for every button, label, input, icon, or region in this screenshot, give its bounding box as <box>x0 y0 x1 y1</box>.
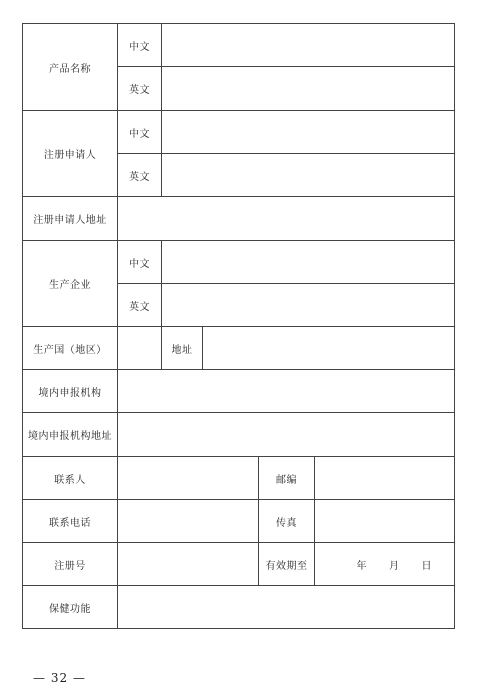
postcode-field[interactable] <box>315 457 455 500</box>
valid-until-label: 有效期至 <box>259 543 315 586</box>
registration-form-table <box>22 23 455 629</box>
contact-field[interactable] <box>118 457 259 500</box>
registrant-en-field[interactable] <box>162 154 455 197</box>
domestic-agent-address-label: 境内申报机构地址 <box>23 413 118 457</box>
country-label: 生产国（地区） <box>23 327 118 370</box>
phone-field[interactable] <box>118 500 259 543</box>
manufacturer-cn-field[interactable] <box>162 241 455 284</box>
reg-no-field[interactable] <box>118 543 259 586</box>
health-function-label: 保健功能 <box>23 586 118 629</box>
valid-until-field[interactable] <box>315 543 455 586</box>
address-field[interactable] <box>203 327 455 370</box>
month-label: 月 <box>389 560 400 572</box>
address-label: 地址 <box>162 327 203 370</box>
page-number: — 32 — <box>33 671 86 685</box>
manufacturer-cn-label: 中文 <box>118 241 162 284</box>
domestic-agent-label: 境内申报机构 <box>23 370 118 413</box>
reg-no-label: 注册号 <box>23 543 118 586</box>
registrant-label: 注册申请人 <box>23 111 118 197</box>
domestic-agent-field[interactable] <box>118 370 455 413</box>
manufacturer-en-label: 英文 <box>118 284 162 327</box>
product-name-en-field[interactable] <box>162 67 455 111</box>
domestic-agent-address-field[interactable] <box>118 413 455 457</box>
registrant-en-label: 英文 <box>118 154 162 197</box>
product-name-en-label: 英文 <box>118 67 162 111</box>
product-name-cn-field[interactable] <box>162 24 455 67</box>
registrant-address-field[interactable] <box>118 197 455 241</box>
contact-label: 联系人 <box>23 457 118 500</box>
health-function-field[interactable] <box>118 586 455 629</box>
fax-field[interactable] <box>315 500 455 543</box>
product-name-label: 产品名称 <box>23 24 118 111</box>
phone-label: 联系电话 <box>23 500 118 543</box>
fax-label: 传真 <box>259 500 315 543</box>
country-field[interactable] <box>118 327 162 370</box>
postcode-label: 邮编 <box>259 457 315 500</box>
day-label: 日 <box>421 560 432 572</box>
registrant-cn-label: 中文 <box>118 111 162 154</box>
registrant-cn-field[interactable] <box>162 111 455 154</box>
product-name-cn-label: 中文 <box>118 24 162 67</box>
manufacturer-en-field[interactable] <box>162 284 455 327</box>
registrant-address-label: 注册申请人地址 <box>23 197 118 241</box>
year-label: 年 <box>356 560 367 572</box>
manufacturer-label: 生产企业 <box>23 241 118 327</box>
